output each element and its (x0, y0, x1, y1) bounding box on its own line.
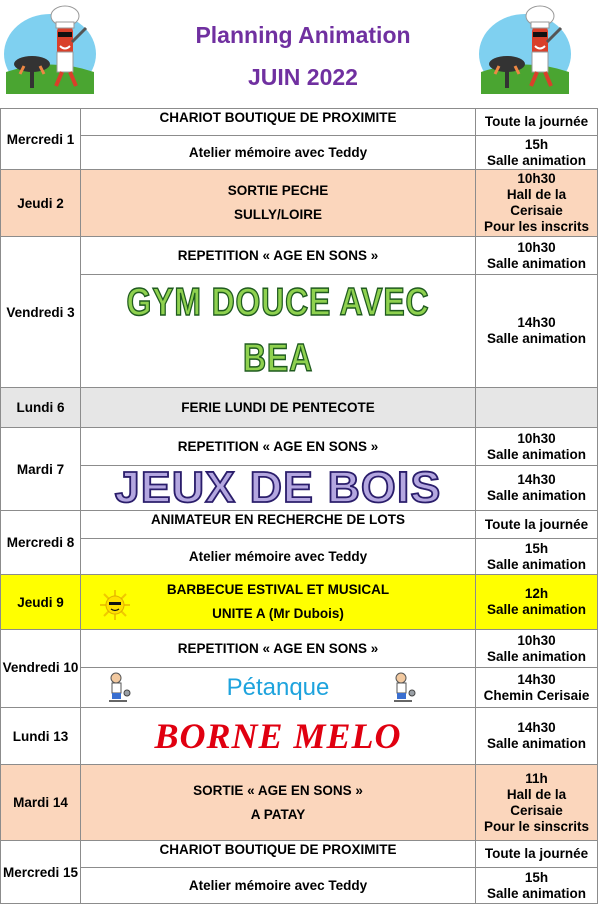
time-cell (476, 630, 598, 668)
time-cell (476, 708, 598, 765)
day-cell: Lundi 13 (1, 708, 81, 765)
activity-cell: CHARIOT BOUTIQUE DE PROXIMITE (81, 841, 476, 868)
time-value: 10h30 (517, 430, 556, 446)
note-value: Pour les inscrits (483, 219, 590, 234)
time-cell: Toute la journée (476, 109, 598, 136)
location-value: Salle animation (486, 648, 587, 664)
activity-line: SORTIE PECHE (227, 183, 329, 198)
time-cell (476, 136, 598, 170)
time-cell: Toute la journée (476, 511, 598, 539)
activity-line: SORTIE « AGE EN SONS » (193, 782, 363, 798)
bbq-chef-icon (2, 2, 98, 98)
petanque-player-icon (101, 671, 135, 705)
location-value: Cerisaie (510, 802, 563, 818)
location-value: Hall de la (506, 786, 567, 802)
gym-title: GYM DOUCE AVEC BEA (126, 281, 430, 380)
time-value: 11h (525, 770, 548, 786)
borne-melo-title: BORNE MELO (154, 716, 402, 756)
petanque-title: Pétanque (226, 673, 330, 701)
time-value: 15h (524, 136, 549, 152)
time-value: 14h30 (517, 671, 556, 687)
time-value: 14h30 (517, 315, 556, 330)
time-value: 10h30 (517, 239, 556, 255)
activity-cell: Atelier mémoire avec Teddy (81, 868, 476, 904)
activity-cell: FERIE LUNDI DE PENTECOTE (81, 388, 476, 428)
location-value: Salle animation (486, 255, 587, 271)
day-cell: Mardi 7 (1, 428, 81, 511)
time-cell (476, 388, 598, 428)
time-cell (476, 668, 598, 708)
activity-cell (81, 170, 476, 237)
time-value: 10h30 (517, 171, 556, 186)
location-value: Salle animation (486, 602, 587, 617)
time-cell (476, 575, 598, 630)
activity-cell (81, 575, 476, 630)
time-cell (476, 466, 598, 511)
time-cell (476, 275, 598, 388)
time-cell: Toute la journée (476, 841, 598, 868)
time-value: 12h (524, 586, 549, 601)
time-value: 14h30 (517, 472, 556, 487)
time-cell (476, 539, 598, 575)
header (0, 0, 600, 108)
time-value: 15h (524, 869, 549, 885)
location-value: Salle animation (486, 488, 587, 503)
activity-cell (81, 668, 476, 708)
time-cell (476, 868, 598, 904)
day-cell: Mercredi 1 (1, 109, 81, 170)
time-cell (476, 237, 598, 275)
activity-line: BARBECUE ESTIVAL ET MUSICAL (166, 582, 390, 597)
bbq-chef-icon (477, 2, 573, 98)
location-value: Salle animation (486, 152, 587, 168)
day-cell: Lundi 6 (1, 388, 81, 428)
time-value: 10h30 (517, 632, 556, 648)
time-cell (476, 170, 598, 237)
activity-cell: REPETITION « AGE EN SONS » (81, 237, 476, 275)
location-value: Cerisaie (510, 203, 563, 218)
day-cell: Mardi 14 (1, 765, 81, 841)
activity-cell (81, 463, 476, 512)
location-value: Chemin Cerisaie (483, 687, 590, 703)
activity-cell (81, 275, 476, 388)
day-cell: Mercredi 8 (1, 511, 81, 575)
activity-cell (81, 708, 476, 765)
location-value: Salle animation (486, 556, 587, 572)
day-cell: Jeudi 2 (1, 170, 81, 237)
day-cell: Mercredi 15 (1, 841, 81, 904)
time-value: 14h30 (517, 720, 556, 735)
location-value: Salle animation (486, 885, 587, 901)
activity-cell (81, 765, 476, 841)
day-cell: Jeudi 9 (1, 575, 81, 630)
location-value: Hall de la (506, 187, 567, 202)
activity-cell: REPETITION « AGE EN SONS » (81, 428, 476, 466)
activity-line: UNITE A (Mr Dubois) (212, 606, 344, 621)
activity-cell: Atelier mémoire avec Teddy (81, 136, 476, 170)
day-cell: Vendredi 3 (1, 237, 81, 388)
title-planning: Planning Animation (195, 22, 411, 48)
day-cell: Vendredi 10 (1, 630, 81, 708)
title-month: JUIN 2022 (248, 64, 358, 90)
time-value: 15h (524, 540, 549, 556)
activity-line: A PATAY (250, 806, 306, 822)
activity-cell: Atelier mémoire avec Teddy (81, 539, 476, 575)
time-cell (476, 765, 598, 841)
jeux-title: JEUX DE BOIS (114, 463, 442, 512)
sun-icon (99, 589, 131, 621)
location-value: Salle animation (486, 446, 587, 462)
activity-cell: REPETITION « AGE EN SONS » (81, 630, 476, 668)
location-value: Salle animation (486, 331, 587, 346)
petanque-player-icon (386, 671, 420, 705)
schedule-table (0, 108, 598, 904)
note-value: Pour le sinscrits (483, 818, 590, 834)
activity-cell: CHARIOT BOUTIQUE DE PROXIMITE (81, 109, 476, 136)
activity-line: SULLY/LOIRE (233, 207, 322, 222)
location-value: Salle animation (486, 736, 587, 751)
time-cell (476, 428, 598, 466)
activity-cell: ANIMATEUR EN RECHERCHE DE LOTS (81, 511, 476, 539)
